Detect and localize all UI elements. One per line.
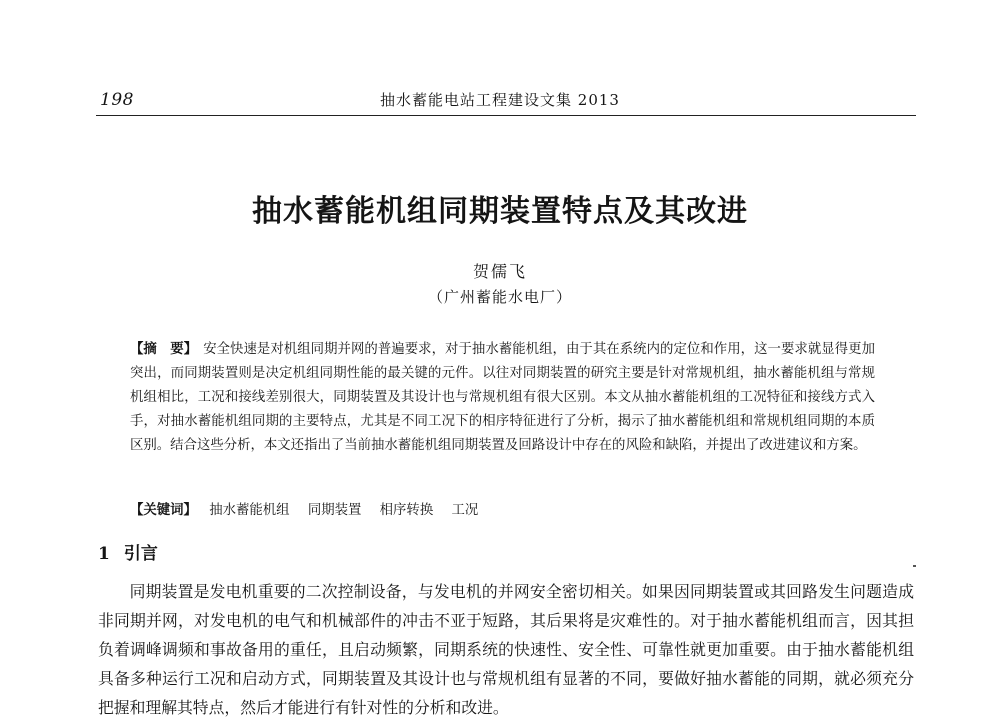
- keyword: 抽水蓄能机组: [209, 503, 290, 518]
- keywords-label: 【关键词】: [130, 503, 197, 518]
- stray-mark: [913, 565, 916, 567]
- keyword: 相序转换: [379, 503, 434, 518]
- running-header: 抽水蓄能电站工程建设文集 2013: [380, 91, 620, 109]
- keyword: 同期装置: [307, 503, 362, 518]
- section-title: 引言: [123, 544, 158, 564]
- body-paragraph: 同期装置是发电机重要的二次控制设备，与发电机的并网安全密切相关。如果因同期装置或其回路发生问题造成非同期并网，对发电机的电气和机械部件的冲击不亚于短路，其后果将是灾难性的。对于抽水蓄能机组而言，因其担负着调峰调频和事故备用的重任，且启动频繁，同期系统的快速性、安全性、可靠性就更加重要。由于抽水蓄能机组具备多种运行工况和启动方式，同期装置及其设计也与常规机组有显著的不同，要做好抽水蓄能的同期，就必须充分把握和理解其特点，然后才能进行有针对性的分析和改进。: [98, 582, 914, 717]
- abstract-block: [130, 338, 875, 458]
- author-affiliation: （广州蓄能水电厂）: [427, 288, 572, 306]
- abstract-label: 【摘 要】: [130, 342, 198, 357]
- abstract-text: 安全快速是对机组同期并网的普遍要求，对于抽水蓄能机组，由于其在系统内的定位和作用，这一要求就显得更加突出，而同期装置则是决定机组同期性能的最关键的元件。以往对同期装置的研究主要是针对常规机组，抽水蓄能机组与常规机组相比，工况和接线差别很大，同期装置及其设计也与常规机组有很大区别。本文从抽水蓄能机组的工况特征和接线方式入手，对抽水蓄能机组同期的主要特点，尤其是不同工况下的相序特征进行了分析，揭示了抽水蓄能机组和常规机组同期的本质区别。结合这些分析，本文还指出了当前抽水蓄能机组同期装置及回路设计中存在的风险和缺陷，并提出了改进建议和方案。: [130, 342, 875, 453]
- page-number: 198: [100, 90, 134, 110]
- paper-title: 抽水蓄能机组同期装置特点及其改进: [252, 194, 748, 229]
- section-heading: [98, 539, 158, 564]
- keyword: 工况: [451, 503, 479, 518]
- author-name: 贺儒飞: [472, 262, 527, 281]
- keywords-line: [130, 499, 875, 523]
- header-rule: [96, 115, 916, 116]
- section-number: 1: [98, 544, 110, 564]
